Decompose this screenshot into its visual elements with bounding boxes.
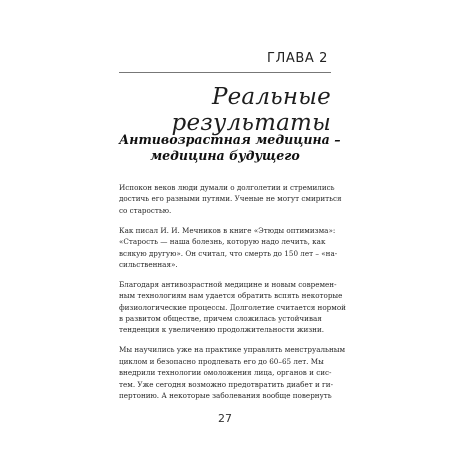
text-line: достичь его разными путями. Ученые не могут смириться (119, 194, 342, 204)
text-line: тенденция к увеличению продолжительности жизни. (119, 325, 325, 335)
text-line: тем. Уже сегодня возможно предотвратить диабет и ги- (119, 379, 334, 389)
text-line: внедрили технологии омоложения лица, органов и сис- (119, 368, 332, 378)
text-line: ным технологиям нам удается обратить вспять некоторые (119, 291, 343, 301)
page-number: 27 (218, 412, 232, 425)
text-line: физиологические процессы. Долголетие считается нормой (119, 302, 346, 312)
text-line: циклом и безопасно продлевать его до 60–65 лет. Мы (119, 356, 324, 366)
text-line: в развитом обществе, причем сложилась устойчивая (119, 314, 322, 324)
paragraph (119, 344, 346, 401)
text-line: Мы научились уже на практике управлять менструальным (119, 345, 346, 355)
body-text (119, 182, 346, 410)
text-line: Благодаря антивозрастной медицине и новым современ- (119, 279, 337, 289)
text-line: со старостью. (119, 205, 172, 215)
chapter-title: Реальные результаты (171, 84, 331, 136)
text-line: «Старость — наша болезнь, которую надо лечить, как (119, 237, 326, 247)
chapter-divider (119, 72, 331, 73)
paragraph (119, 279, 346, 336)
text-line: Как писал И. И. Мечников в книге «Этюды оптимизма»: (119, 225, 336, 235)
text-line: сильственная». (119, 259, 178, 269)
paragraph (119, 225, 338, 271)
section-title-line: медицина будущего (150, 148, 300, 163)
text-line: Испокон веков люди думали о долголетии и стремились (119, 183, 335, 192)
section-title (119, 132, 341, 164)
text-line: пертонию. А некоторые заболевания вообще повернуть (119, 391, 332, 400)
paragraph (119, 182, 342, 216)
section-title-line: Антивозрастная медицина – (119, 132, 341, 147)
chapter-label: ГЛАВА 2 (266, 51, 328, 66)
text-line: всякую другую». Он считал, что смерть до 150 лет – «на- (119, 248, 338, 258)
